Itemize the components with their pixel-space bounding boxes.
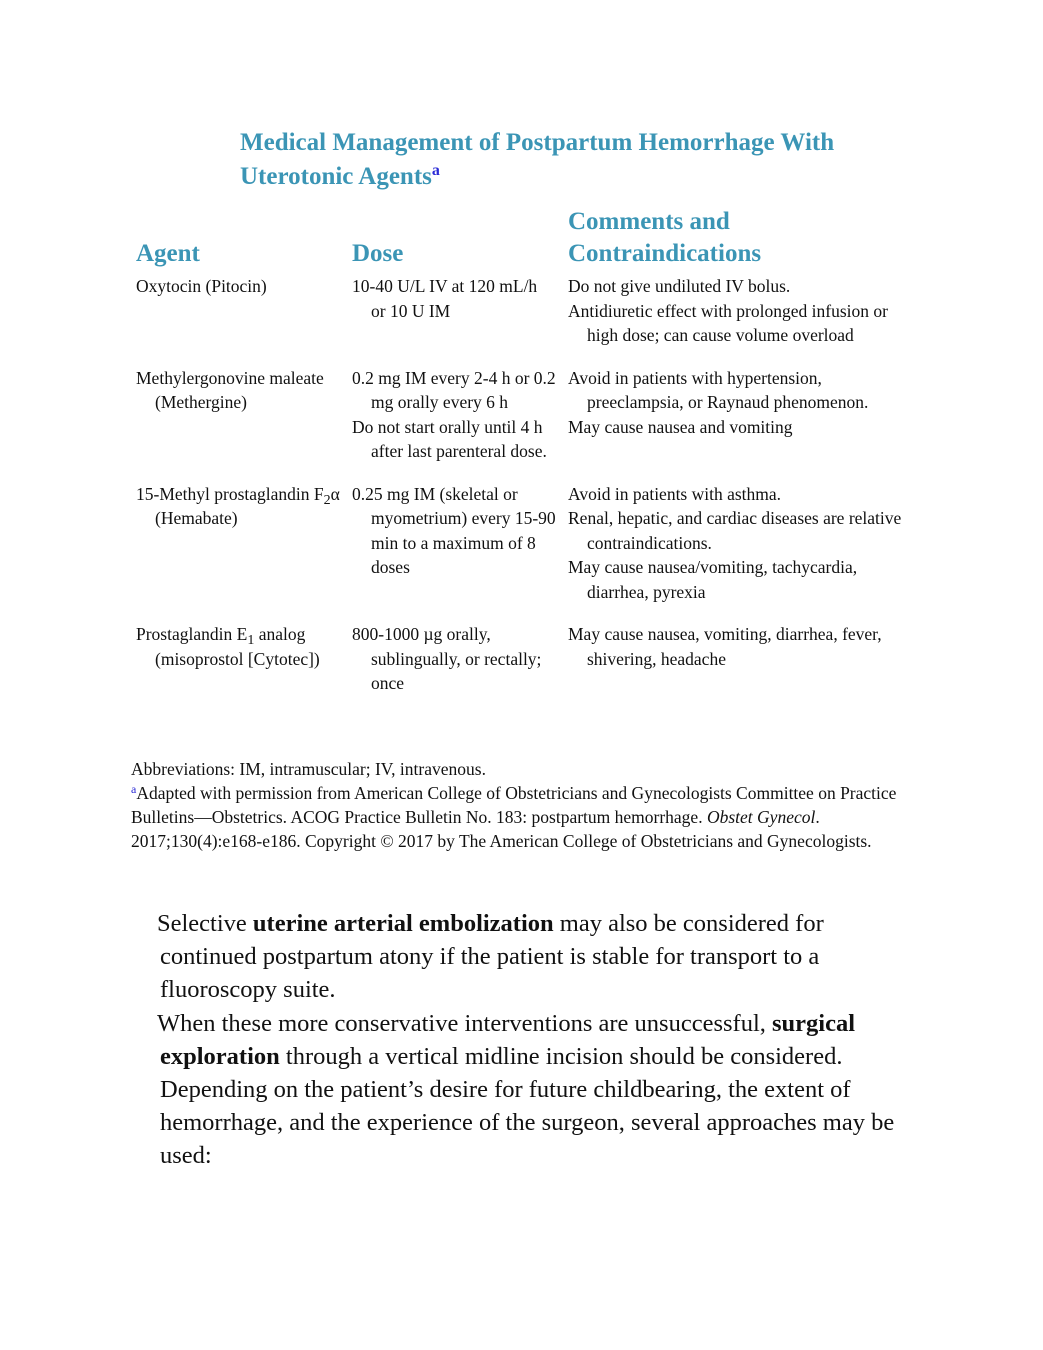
source-rest: . 2017;130(4):e168-e186. Copyright © 2017 by The American College of Obstetricians and Gynecologists.: [131, 807, 872, 851]
cell-dose: [346, 366, 562, 464]
table-notes: [131, 757, 921, 853]
table-row-carboprost: [130, 482, 914, 605]
agent-name: Methylergonovine maleate (Methergine): [136, 367, 324, 412]
header-agent: Agent: [136, 240, 200, 267]
abbreviations-note: Abbreviations: IM, intramuscular; IV, intravenous.: [131, 759, 486, 779]
bold-term: uterine arterial embolization: [252, 910, 554, 937]
agent-name: [136, 482, 340, 531]
cell-dose: [346, 482, 562, 605]
table-title: [240, 126, 920, 194]
cell-agent: [130, 366, 346, 464]
cell-agent: [130, 622, 346, 696]
source-journal: Obstet Gynecol: [706, 807, 816, 827]
table-title-text: Medical Management of Postpartum Hemorrhage With Uterotonic Agents: [240, 129, 835, 190]
cell-comments: [562, 274, 914, 348]
source-footnote-mark: a: [131, 782, 137, 796]
dose-line: Do not start orally until 4 h after last parenteral dose.: [352, 416, 547, 461]
table-row-misoprostol: [130, 622, 914, 696]
table-row-oxytocin: [130, 274, 914, 348]
agent-name-part: α (Hemabate): [155, 483, 340, 528]
cell-comments: [562, 622, 914, 696]
title-footnote-mark: a: [431, 162, 440, 179]
uterotonic-agents-table: [130, 206, 914, 696]
agent-subscript: 1: [247, 633, 255, 648]
agent-name-part: analog (misoprostol [Cytotec]): [155, 624, 320, 669]
body-text: [157, 907, 917, 1173]
source-note: [131, 781, 921, 853]
text-run: Selective: [157, 910, 253, 937]
comment-line: Antidiuretic effect with prolonged infusion or high dose; can cause volume overload: [568, 300, 888, 345]
dose-line: 0.25 mg IM (skeletal or myometrium) every 15-90 min to a maximum of 8 doses: [352, 483, 556, 577]
dose-line: 0.2 mg IM every 2-4 h or 0.2 mg orally every 6 h: [352, 367, 556, 412]
agent-name: Oxytocin (Pitocin): [136, 276, 267, 296]
table-row-methylergonovine: [130, 366, 914, 464]
agent-name: [136, 622, 340, 671]
cell-comments: [562, 482, 914, 605]
cell-agent: [130, 274, 346, 348]
cell-dose: [346, 274, 562, 348]
agent-name-part: Prostaglandin E: [136, 624, 248, 644]
cell-dose: [346, 622, 562, 696]
dose-line: 800-1000 µg orally, sublingually, or rectally; once: [352, 624, 542, 693]
cell-comments: [562, 366, 914, 464]
comment-line: May cause nausea and vomiting: [568, 416, 793, 437]
header-dose: Dose: [352, 240, 404, 267]
comment-line: Avoid in patients with hypertension, preeclampsia, or Raynaud phenomenon.: [568, 367, 869, 412]
comment-line: Do not give undiluted IV bolus.: [568, 276, 791, 296]
text-run: may also be considered for continued postpartum atony if the patient is stable for transport to a fluoroscopy suite.: [160, 910, 824, 1004]
cell-agent: [130, 482, 346, 605]
comment-line: Renal, hepatic, and cardiac diseases are relative contraindications.: [568, 508, 902, 553]
comment-line: May cause nausea, vomiting, diarrhea, fever, shivering, headache: [568, 624, 882, 669]
paragraph-surgical: [157, 1007, 917, 1173]
agent-name-part: 15-Methyl prostaglandin F: [136, 483, 324, 504]
text-run: through a vertical midline incision should be considered. Depending on the patient’s desire for future childbearing, the extent of hemorrhage, and the experience of the surgeon, several approaches may be used:: [160, 1042, 895, 1170]
agent-subscript: 2: [323, 492, 331, 508]
text-run: When these more conservative interventions are unsuccessful,: [157, 1009, 773, 1037]
comment-line: Avoid in patients with asthma.: [568, 483, 782, 504]
source-text: Adapted with permission from American College of Obstetricians and Gynecologists Committee on Practice Bulletins—Obstetrics. ACOG Practice Bulletin No. 183: postpartum hemorrhage.: [131, 783, 897, 827]
bold-term: surgical exploration: [160, 1009, 856, 1070]
paragraph-embolization: [157, 907, 917, 1007]
dose-line: 10-40 U/L IV at 120 mL/h or 10 U IM: [352, 276, 538, 321]
header-comments: Comments and Contraindications: [568, 208, 762, 267]
comment-line: May cause nausea/vomiting, tachycardia, diarrhea, pyrexia: [568, 557, 858, 602]
table-header-row: [130, 206, 914, 274]
